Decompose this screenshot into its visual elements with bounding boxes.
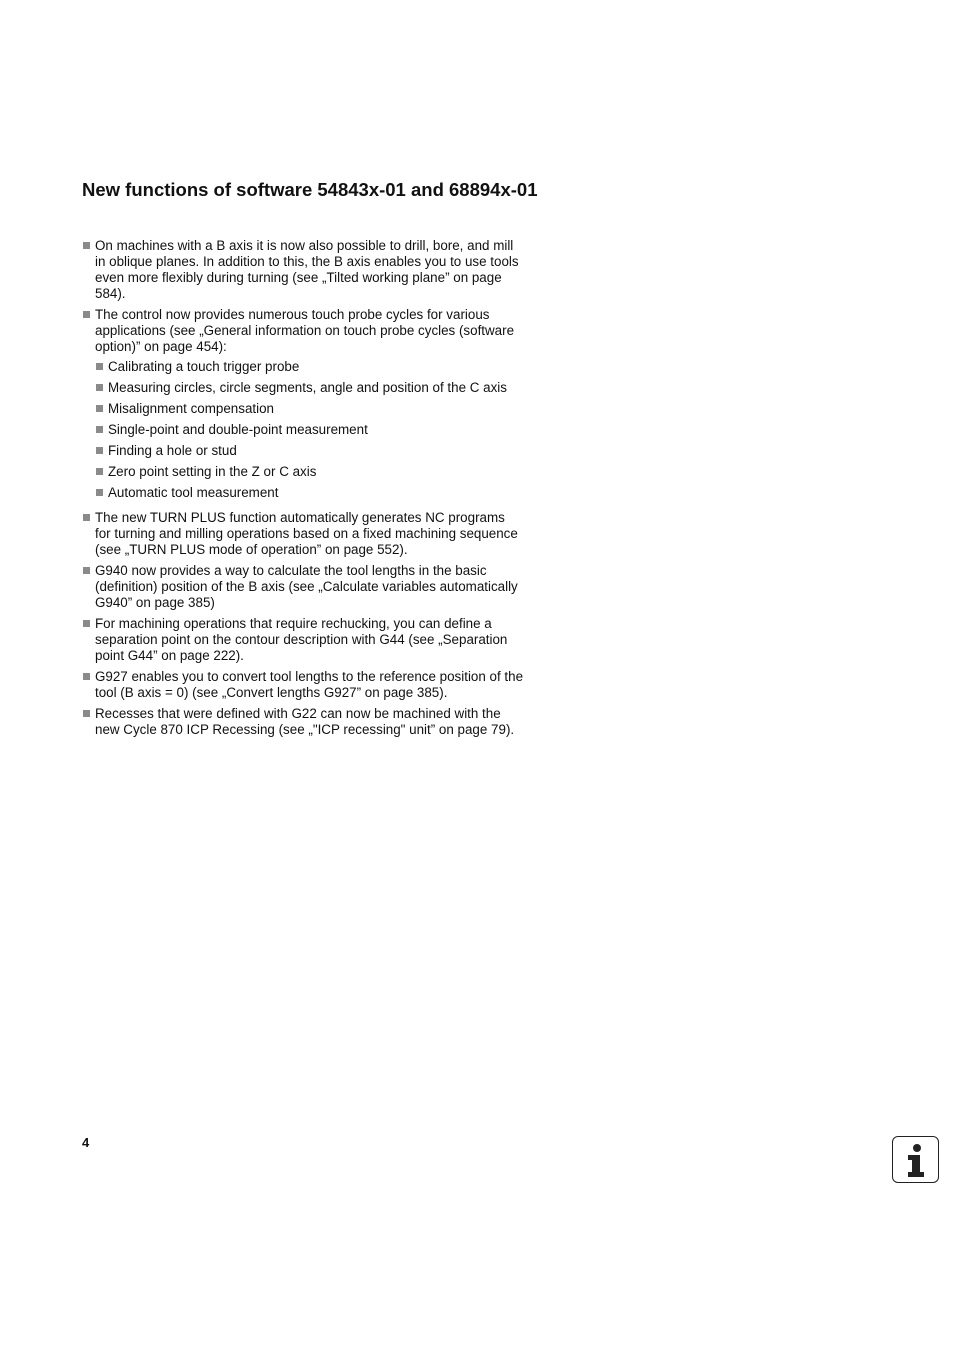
square-bullet-icon	[83, 242, 90, 249]
sub-list-item	[95, 485, 524, 501]
page-number: 4	[82, 1135, 90, 1150]
list-item-text: G940 now provides a way to calculate the tool lengths in the basic (definition) position of the B axis (see „Calculate variables automatically G940” on page 385)	[95, 563, 518, 610]
sub-list-item-text: Calibrating a touch trigger probe	[108, 359, 300, 374]
square-bullet-icon	[96, 468, 103, 475]
square-bullet-icon	[83, 673, 90, 680]
sub-list-item-text: Automatic tool measurement	[108, 485, 279, 500]
square-bullet-icon	[96, 363, 103, 370]
list-item-text: G927 enables you to convert tool lengths to the reference position of the tool (B axis = 0) (see „Convert lengths G927” on page 385).	[95, 669, 524, 700]
square-bullet-icon	[83, 311, 90, 318]
square-bullet-icon	[96, 384, 103, 391]
sub-list-item-text: Zero point setting in the Z or C axis	[108, 464, 317, 479]
list-item-text: On machines with a B axis it is now also possible to drill, bore, and mill in oblique planes. In addition to this, the B axis enables you to use tools even more flexibly during turning (see „Tilted working plane” on page 584).	[95, 238, 519, 301]
list-item-text: The control now provides numerous touch probe cycles for various applications (see „General information on touch probe cycles (software option)” on page 454):	[95, 307, 515, 354]
square-bullet-icon	[83, 620, 90, 627]
square-bullet-icon	[96, 489, 103, 496]
list-item	[82, 510, 524, 558]
list-item	[82, 238, 524, 302]
list-item-text: The new TURN PLUS function automatically generates NC programs for turning and milling operations based on a fixed machining sequence (see „TURN PLUS mode of operation” on page 552).	[95, 510, 518, 557]
list-item	[82, 616, 524, 664]
list-item	[82, 706, 524, 738]
info-icon	[892, 1136, 939, 1183]
sub-list-item	[95, 401, 524, 417]
list-item	[82, 563, 524, 611]
sub-list-item	[95, 380, 524, 396]
sub-list	[95, 359, 524, 501]
section-title: New functions of software 54843x-01 and 68894x-01	[82, 179, 538, 200]
square-bullet-icon	[83, 514, 90, 521]
square-bullet-icon	[96, 426, 103, 433]
sub-list-item-text: Misalignment compensation	[108, 401, 274, 416]
list-item-text: For machining operations that require rechucking, you can define a separation point on the contour description with G44 (see „Separation point G44” on page 222).	[95, 616, 508, 663]
sub-list-item	[95, 443, 524, 459]
sub-list-item	[95, 359, 524, 375]
bullet-list-container	[82, 238, 524, 743]
list-item	[82, 307, 524, 501]
sub-list-item	[95, 464, 524, 480]
square-bullet-icon	[83, 710, 90, 717]
list-item-text: Recesses that were defined with G22 can now be machined with the new Cycle 870 ICP Recessing (see „"ICP recessing" unit” on page 79).	[95, 706, 515, 737]
sub-list-item-text: Single-point and double-point measurement	[108, 422, 368, 437]
list-item	[82, 669, 524, 701]
sub-list-item-text: Measuring circles, circle segments, angle and position of the C axis	[108, 380, 507, 395]
sub-list-item	[95, 422, 524, 438]
square-bullet-icon	[96, 447, 103, 454]
square-bullet-icon	[96, 405, 103, 412]
square-bullet-icon	[83, 567, 90, 574]
bullet-list	[82, 238, 524, 738]
sub-list-item-text: Finding a hole or stud	[108, 443, 237, 458]
